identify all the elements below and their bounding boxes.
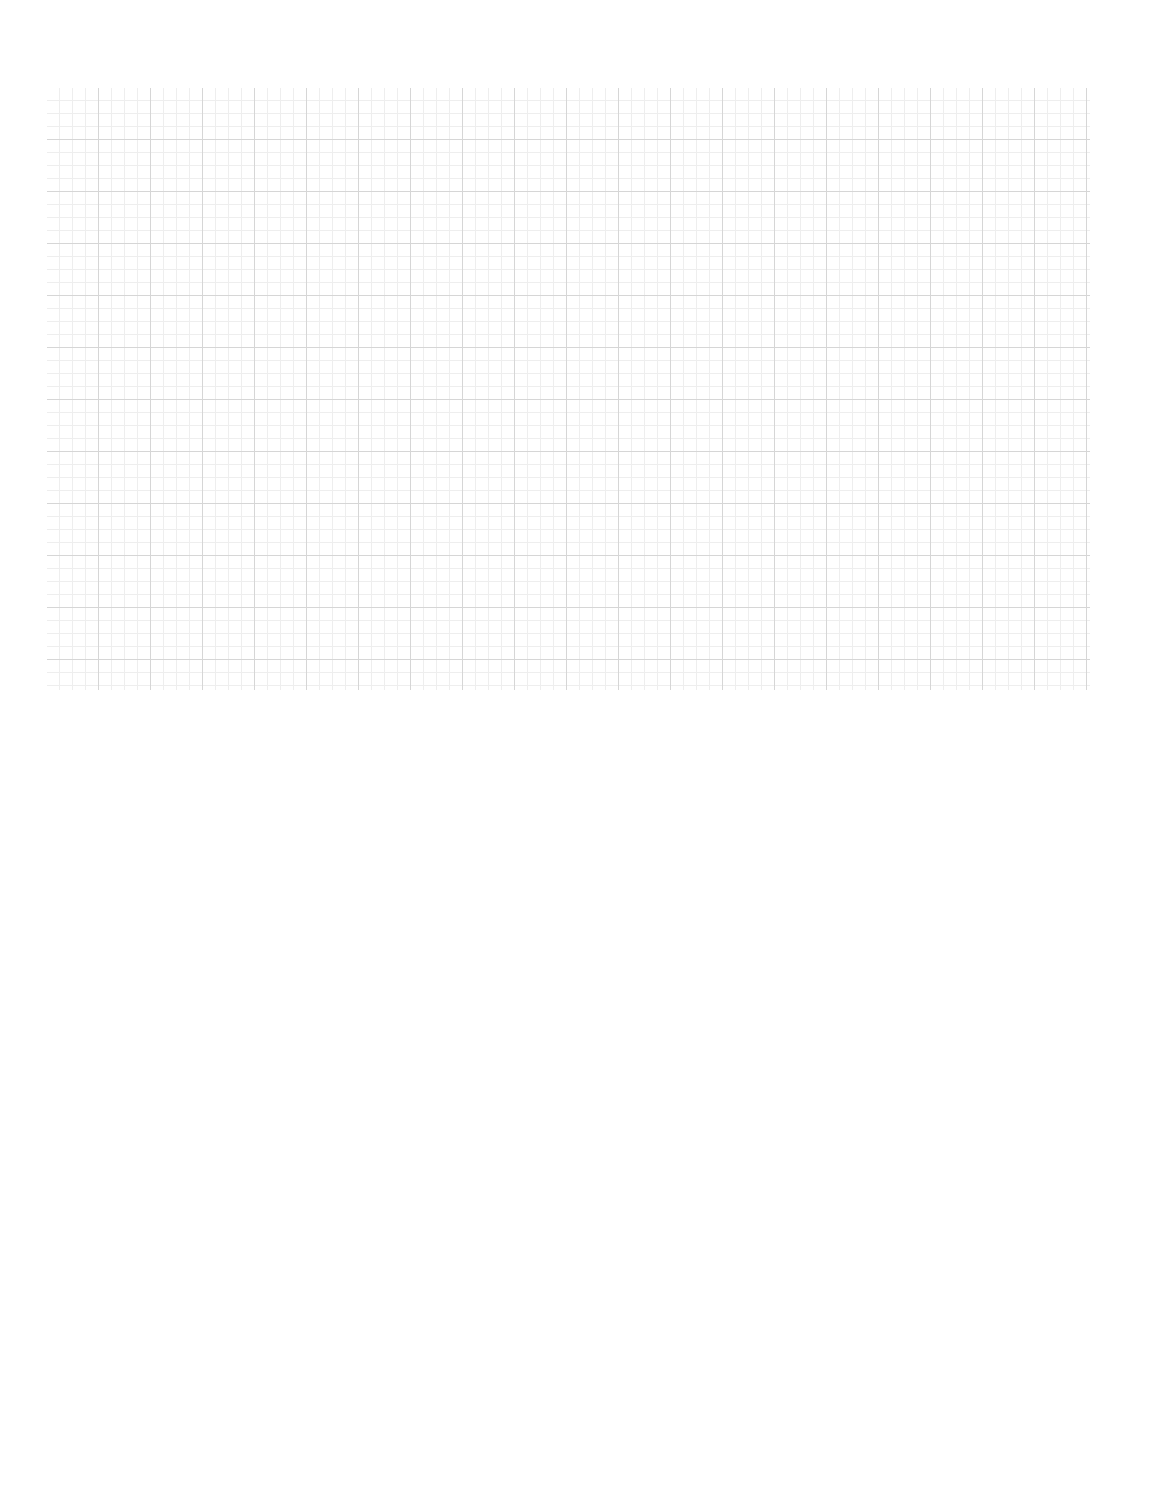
- er-diagram-canvas: [47, 88, 1090, 690]
